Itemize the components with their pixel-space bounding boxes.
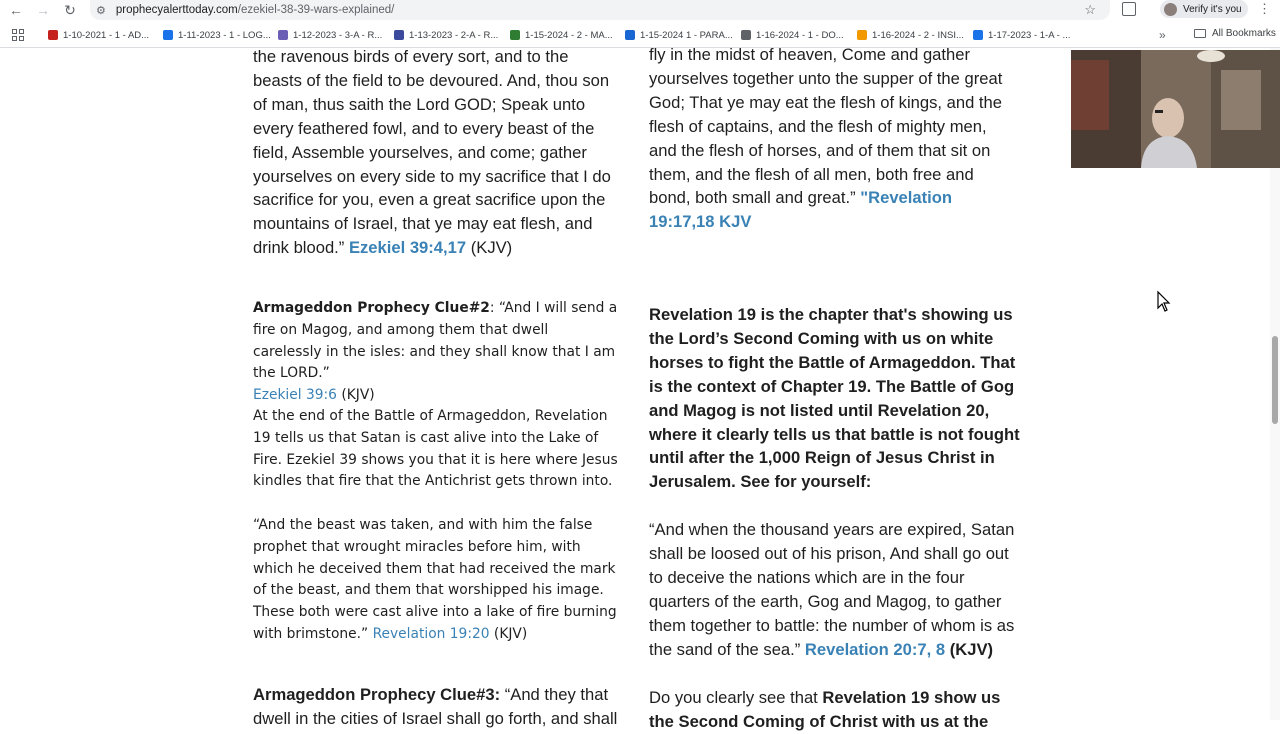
more-bookmarks-icon[interactable]: » [1159, 28, 1166, 42]
clue-2-paragraph [253, 298, 621, 407]
bold-text: Revelation 19 show us the Second Coming of Christ with us at the [649, 688, 1001, 731]
kjv-suffix: (KJV) [466, 238, 513, 258]
apps-grid-icon[interactable] [12, 29, 24, 41]
all-bookmarks-label: All Bookmarks [1212, 28, 1276, 39]
bookmark-item[interactable] [510, 28, 613, 42]
quote-text: “And when the thousand years are expired, Satan shall be loosed out of his prison, And shall go out to deceive the nations which are in the four quarters of the earth, Gog and Magog, to gather them together to battle: the number of whom is as the sand of the sea.” [649, 520, 1015, 659]
bookmark-favicon-icon [857, 30, 867, 40]
clue-3-label: Armageddon Prophecy Clue#3: [253, 685, 501, 704]
paragraph-text: At the end of the Battle of Armageddon, Revelation 19 tells us that Satan is cast alive into the Lake of Fire. Ezekiel 39 shows you that it is here where Jesus kindles that fire that the Antichrist gets thrown into. [253, 408, 618, 490]
bookmark-favicon-icon [48, 30, 58, 40]
paragraph-text: Do you clearly see that [649, 688, 823, 707]
back-arrow-icon[interactable]: ← [9, 2, 23, 18]
bookmark-label: 1-12-2023 - 3-A - R... [293, 29, 383, 41]
bookmark-item[interactable] [394, 28, 498, 42]
profile-button[interactable] [1160, 0, 1248, 18]
url-host: prophecyalerttoday.com [115, 4, 238, 16]
clue-2-text: : “And I will send a fire on Magog, and among them that dwell carelessly in the isles: and they shall know that I am the LORD.” [253, 300, 618, 382]
bookmark-item[interactable] [163, 28, 271, 42]
revelation-19-context-paragraph [649, 303, 1021, 494]
mouse-cursor-icon [1157, 291, 1171, 313]
passage-text: fly in the midst of heaven, Come and gather yourselves together unto the supper of the great God; That ye may eat the flesh of kings, and the flesh of captains, and the flesh of mighty men, and the flesh of horses, and of them that sit on them, and the flesh of all men, both free and bond, both small and great.” [649, 45, 1003, 208]
ezekiel-39-6-link[interactable]: Ezekiel 39:6 [253, 387, 337, 404]
folder-icon [1194, 29, 1206, 38]
bookmark-label: 1-15-2024 1 - PARA... [640, 29, 733, 41]
webcam-video-image [1071, 50, 1280, 168]
webcam-overlay [1071, 50, 1280, 168]
bookmark-item[interactable] [48, 28, 149, 42]
bookmark-label: 1-11-2023 - 1 - LOG... [178, 29, 271, 41]
kjv-suffix: (KJV) [945, 639, 994, 659]
bookmark-item[interactable] [625, 28, 733, 42]
url-path: /ezekiel-38-39-wars-explained/ [237, 4, 395, 16]
bookmark-favicon-icon [510, 30, 520, 40]
revelation-quote-paragraph [253, 515, 621, 646]
bookmark-favicon-icon [973, 30, 983, 40]
revelation-20-7-8-link[interactable]: Revelation 20:7, 8 [804, 639, 946, 659]
avatar [1164, 3, 1177, 16]
right-passage-revelation [649, 43, 1015, 234]
revelation-20-quote-paragraph [649, 518, 1021, 661]
bookmark-label: 1-17-2023 - 1-A - ... [988, 29, 1071, 41]
bold-paragraph-text: Revelation 19 is the chapter that's showing us the Lord’s Second Coming with us on white horses to fight the Battle of Armageddon. That is the context of Chapter 19. The Battle of Gog and Magog is not listed until Revelation 20, where it clearly tells us that battle is not fought until after the 1,000 Reign of Jesus Christ in Jerusalem. See for yourself: [649, 305, 1020, 492]
bookmark-label: 1-13-2023 - 2-A - R... [409, 29, 499, 41]
cast-icon[interactable] [1122, 2, 1136, 16]
revelation-19-17-18-link[interactable]: "Revelation 19:17,18 KJV [649, 188, 953, 232]
bookmark-label: 1-16-2024 - 1 - DO... [756, 29, 844, 41]
bookmark-favicon-icon [278, 30, 288, 40]
bookmark-favicon-icon [741, 30, 751, 40]
lake-of-fire-paragraph [253, 406, 621, 493]
bookmark-favicon-icon [625, 30, 635, 40]
bookmark-label: 1-15-2024 - 2 - MA... [525, 29, 613, 41]
scrollbar-thumb[interactable] [1272, 336, 1278, 424]
more-menu-icon[interactable]: ⋮ [1258, 1, 1271, 16]
url-bar[interactable] [90, 0, 1110, 20]
bookmark-star-icon[interactable]: ☆ [1084, 2, 1096, 17]
quote-text: “And the beast was taken, and with him the false prophet that wrought miracles before him, with which he deceived them that had received the mark of the beast, and them that worshipped his image. These both were cast alive into a lake of fire burning with brimstone.” [253, 517, 617, 642]
left-passage-ezekiel [253, 45, 621, 260]
ezekiel-39-4-17-link[interactable]: Ezekiel 39:4,17 [348, 238, 467, 258]
bookmark-item[interactable] [857, 28, 964, 42]
bookmarks-bar [0, 22, 1280, 48]
address-bar [0, 0, 1280, 20]
do-you-see-paragraph [649, 686, 1021, 734]
bookmark-favicon-icon [163, 30, 173, 40]
all-bookmarks-button[interactable] [1194, 28, 1276, 39]
bookmark-item[interactable] [278, 28, 382, 42]
site-info-icon[interactable]: ⚙ [96, 4, 106, 17]
reload-icon[interactable]: ↻ [64, 1, 76, 18]
kjv-suffix: (KJV) [336, 387, 375, 404]
clue-3-text: “And they that dwell in the cities of Israel shall go forth, and shall [253, 685, 618, 728]
bookmark-item[interactable] [741, 28, 844, 42]
bookmark-label: 1-10-2021 - 1 - AD... [63, 29, 150, 41]
clue-2-label: Armageddon Prophecy Clue#2 [253, 300, 490, 316]
forward-arrow-icon[interactable]: → [36, 2, 50, 18]
kjv-suffix: (KJV) [489, 625, 528, 642]
profile-label: Verify it's you [1183, 3, 1242, 15]
bookmark-favicon-icon [394, 30, 404, 40]
bookmark-item[interactable] [973, 28, 1070, 42]
passage-text: the ravenous birds of every sort, and to the beasts of the field to be devoured. And, thou son of man, thus saith the Lord GOD; Speak unto every feathered fowl, and to every beast of the field, Assemble yourselves, and come; gather yourselves on every side to my sacrifice that I do sacrifice for you, even a great sacrifice upon the mountains of Israel, that ye may eat flesh, and drink blood.” [253, 47, 611, 258]
revelation-19-20-link[interactable]: Revelation 19:20 [372, 625, 490, 642]
bookmark-label: 1-16-2024 - 2 - INSI... [872, 29, 964, 41]
clue-3-paragraph [253, 683, 621, 731]
